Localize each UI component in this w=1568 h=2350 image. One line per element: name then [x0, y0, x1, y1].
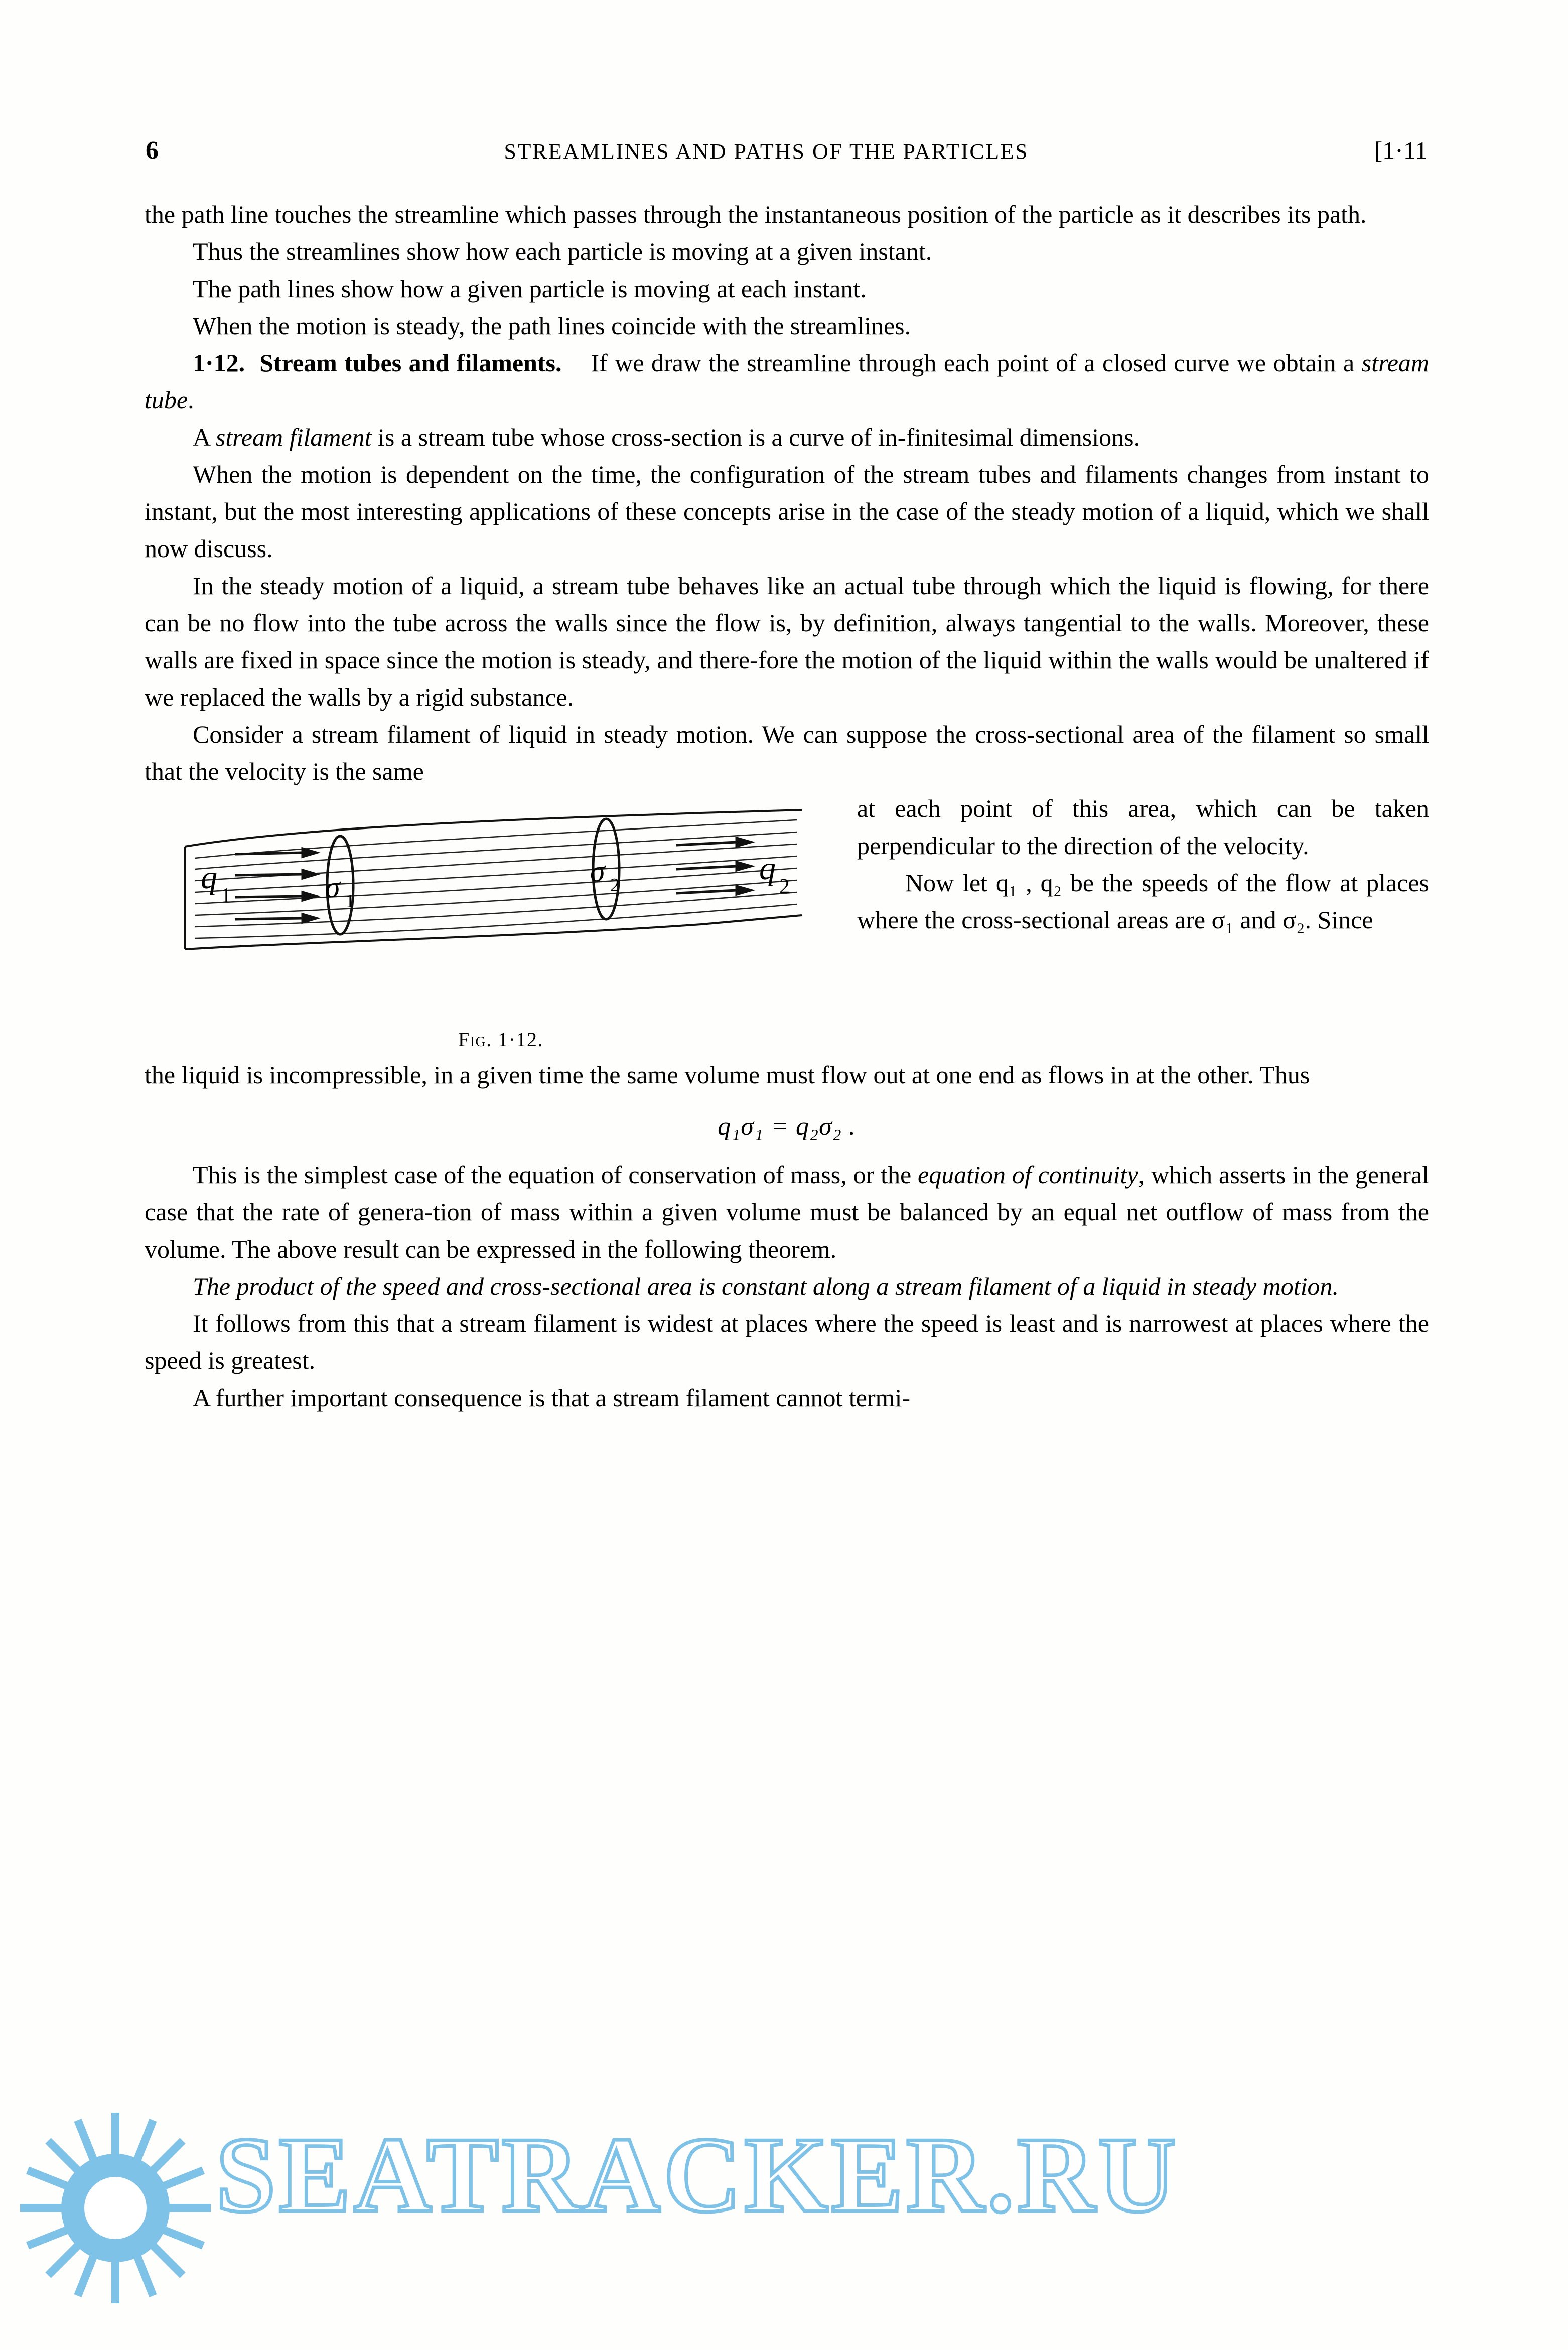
running-head: STREAMLINES AND PATHS OF THE PARTICLES: [504, 139, 1029, 164]
term-stream-tube: stream tube: [145, 349, 1430, 414]
watermark-text: SEATRACKER.RU: [216, 2115, 1179, 2235]
figure-1-12: [175, 799, 827, 1051]
term-stream-filament: stream filament: [215, 423, 372, 451]
text-b: , which asserts in the general case that the rate of genera-tion of mass within a given volume must be balanced by an equal net outflow of mass from the volume. The above result can be expressed in the following theorem.: [145, 1161, 1429, 1263]
page-number: 6: [146, 136, 159, 165]
paragraph-continuation: the path line touches the streamline which passes through the instantaneous position of the particle as it describes its path.: [145, 200, 1367, 228]
paragraph-continuity-explanation: [145, 1156, 1429, 1268]
section-text: If we draw the streamline through each point of a closed curve we obtain a: [591, 349, 1362, 377]
paragraph-time-dependent: When the motion is dependent on the time, the configuration of the stream tubes and filaments changes from instant to instant, but the most interesting applications of these concepts arise in the case of the steady motion of a liquid, which we shall now discuss.: [145, 460, 1429, 563]
text-a: This is the simplest case of the equation of conservation of mass, or the: [193, 1161, 918, 1189]
paragraph-widest-narrowest: It follows from this that a stream filament is widest at places where the speed is least and is narrowest at places where the speed is greatest.: [145, 1309, 1429, 1374]
figure-with-wrapped-text: [145, 790, 1429, 1051]
paragraph-wrapped-speeds: Now let q₁ , q₂ be the speeds of the flow at places where the cross-sectional areas are σ₁ and σ₂. Since: [857, 869, 1429, 934]
paragraph-theorem: The product of the speed and cross-sectional area is constant along a stream filament of a liquid in steady motion.: [193, 1272, 1339, 1300]
paragraph-consider-filament: Consider a stream filament of liquid in steady motion. We can suppose the cross-sectional area of the filament so small that the velocity is the same: [145, 720, 1429, 785]
text-a: A: [193, 423, 216, 451]
section-title: Stream tubes and filaments.: [259, 349, 562, 377]
paragraph-wrapped-velocity: at each point of this area, which can be taken perpendicular to the direction of the velocity.: [857, 794, 1429, 860]
paragraph-pathlines-instant: The path lines show how a given particle is moving at each instant.: [193, 274, 867, 303]
label-q1-subscript: 1: [221, 884, 231, 907]
watermark: [0, 2098, 1568, 2348]
paragraph-streamlines-instant: Thus the streamlines show how each particle is moving at a given instant.: [193, 237, 932, 265]
section-reference: [1·11: [1374, 136, 1428, 164]
label-q2: q: [759, 850, 776, 887]
paragraph-steady-tube-behaviour: In the steady motion of a liquid, a stream tube behaves like an actual tube through which the liquid is flowing, for there can be no flow into the tube across the walls since the flow is, by definition, always tangential to the walls. Moreover, these walls are fixed in space since the motion is steady, and there-fore the motion of the liquid within the walls would be unaltered if we replaced the walls by a rigid substance.: [145, 572, 1429, 711]
term-equation-of-continuity: equation of continuity: [918, 1161, 1138, 1189]
equation-continuity: q₁σ₁ = q₂σ₂ .: [718, 1112, 856, 1141]
label-q1: q: [201, 859, 217, 896]
sunburst-icon: [10, 2103, 221, 2313]
paragraph-further-consequence: A further important consequence is that a stream filament cannot termi-: [193, 1384, 911, 1412]
page-header: [146, 135, 1428, 171]
label-sigma1-subscript: 1: [345, 891, 355, 912]
label-sigma1: σ: [325, 871, 340, 904]
paragraph-incompressible: the liquid is incompressible, in a given time the same volume must flow out at one end as flows in at the other. Thus: [145, 1061, 1310, 1089]
figure-caption: Fig. 1·12.: [458, 1028, 544, 1051]
label-sigma2: σ: [590, 855, 605, 888]
paragraph-stream-filament-def: [145, 419, 1429, 456]
stream-filament-diagram: [175, 799, 827, 1015]
page-body: [145, 196, 1429, 1416]
text-b: is a stream tube whose cross-section is a curve of in-finitesimal dimensions.: [371, 423, 1141, 451]
label-q2-subscript: 2: [779, 875, 790, 898]
paragraph-section-1-12: [145, 344, 1429, 419]
section-number: 1·12.: [193, 349, 245, 377]
label-sigma2-subscript: 2: [610, 875, 620, 896]
section-text-tail: .: [188, 386, 194, 414]
paragraph-steady-motion: When the motion is steady, the path lines coincide with the streamlines.: [193, 312, 911, 340]
